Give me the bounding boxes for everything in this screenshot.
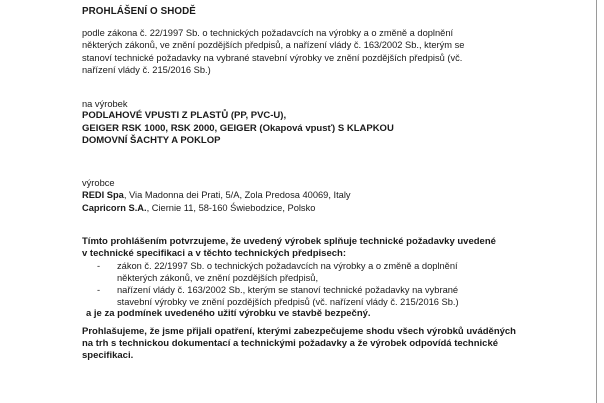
declaration-line: v technické specifikaci a v těchto technických předpisech: — [82, 248, 346, 260]
declaration-condition: a je za podmínek uvedeného užití výrobku ve stavbě bezpečný. — [86, 308, 371, 319]
list-item-line: některých zákonů, ve znění pozdějších předpisů, — [117, 273, 319, 283]
declaration-line: Tímto prohlášením potvrzujeme, že uvedený výrobek splňuje technické požadavky uvedené — [82, 236, 496, 247]
list-item-line: zákon č. 22/1997 Sb. o technických požadavcích na výrobky a o změně a doplnění — [117, 261, 458, 271]
product-label: na výrobek — [82, 99, 128, 109]
intro-line: některých zákonů, ve znění pozdějších předpisů, a nařízení vlády č. 163/2002 Sb., kterým se — [82, 40, 465, 51]
manufacturer-address: , Via Madonna dei Prati, 5/A, Zola Predosa 40069, Italy — [123, 190, 351, 201]
document-title: PROHLÁŠENÍ O SHODĚ — [82, 6, 196, 17]
product-line: DOMOVNÍ ŠACHTY A POKLOP — [82, 134, 221, 146]
product-line: PODLAHOVÉ VPUSTI Z PLASTŮ (PP, PVC-U), — [82, 110, 287, 122]
product-line: GEIGER RSK 1000, RSK 2000, GEIGER (Okapová vpusť) S KLAPKOU — [82, 122, 394, 134]
declaration-lead — [82, 236, 496, 260]
manufacturer-name: REDI Spa — [82, 190, 124, 201]
manufacturer-label: výrobce — [82, 178, 115, 188]
list-item-line: stavební výrobky ve znění pozdějších předpisů (vč. nařízení vlády č. 215/2016 Sb.) — [117, 297, 459, 307]
intro-line: podle zákona č. 22/1997 Sb. o technických požadavcích na výrobky a o změně a doplnění — [82, 28, 454, 38]
manufacturer-section — [82, 177, 351, 214]
manufacturer-address: , Ciernie 11, 58-160 Świebodzice, Polsko — [146, 202, 316, 213]
manufacturer-entry — [82, 189, 351, 201]
closing-paragraph — [82, 326, 516, 362]
list-item-line: nařízení vlády č. 163/2002 Sb., kterým se stanoví technické požadavky na vybrané — [117, 285, 459, 295]
manufacturer-name: Capricorn S.A. — [82, 202, 147, 213]
intro-line: stanoví technické požadavky na vybrané stavební výrobky ve znění pozdějších předpisů (vč. — [82, 52, 463, 63]
list-dash: - — [97, 285, 101, 295]
closing-line: specifikaci. — [82, 350, 134, 362]
list-dash: - — [97, 261, 101, 271]
closing-line: na trh s technickou dokumentací a technickými požadavky a že výrobek odpovídá technické — [82, 338, 499, 350]
manufacturer-entry — [82, 202, 351, 214]
product-section — [82, 98, 394, 147]
page-edge-line — [596, 0, 597, 403]
closing-line: Prohlašujeme, že jsme přijali opatření, kterými zabezpečujeme shodu všech výrobků uváděných — [82, 326, 516, 337]
intro-paragraph — [82, 27, 464, 77]
intro-line: nařízení vlády č. 215/2016 Sb.) — [82, 65, 211, 76]
